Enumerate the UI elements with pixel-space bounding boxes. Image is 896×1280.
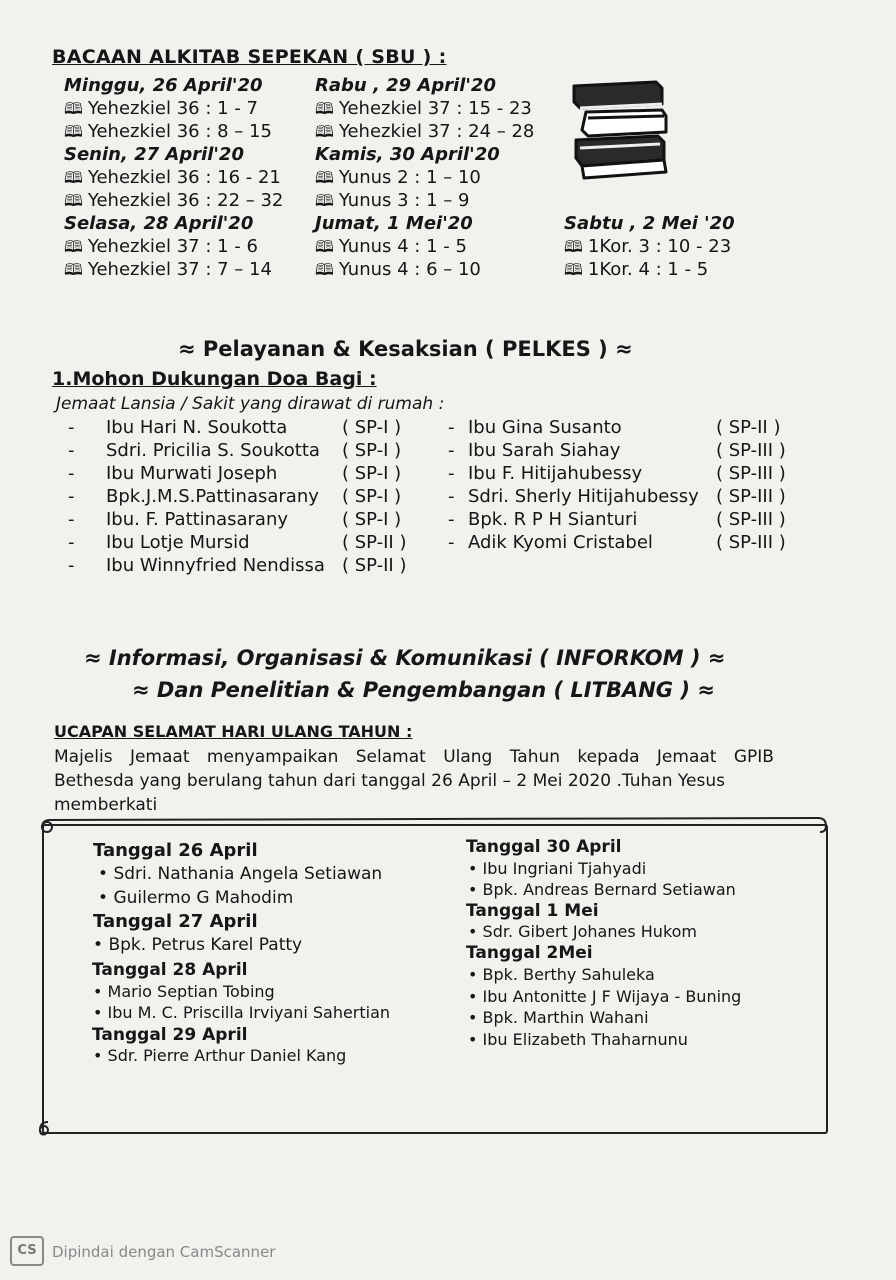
sbu-reading: 🕮 Yehezkiel 37 : 1 - 6 — [64, 236, 258, 257]
birthday-date: Tanggal 30 April — [466, 837, 622, 857]
open-book-icon: 🕮 — [315, 168, 334, 187]
pelkes-heading: ≈ Pelayanan & Kesaksian ( PELKES ) ≈ — [178, 337, 633, 361]
pelkes-note: Jemaat Lansia / Sakit yang dirawat di rumah : — [56, 394, 445, 414]
sbu-reading: 🕮 Yehezkiel 37 : 7 – 14 — [64, 259, 272, 280]
sbu-reading: 🕮 Yehezkiel 37 : 15 - 23 — [315, 98, 532, 119]
birthday-name: • Ibu Antonitte J F Wijaya - Buning — [468, 987, 742, 1006]
sbu-reading: 🕮 1Kor. 3 : 10 - 23 — [564, 236, 732, 257]
birthday-name: • Sdr. Gibert Johanes Hukom — [468, 922, 698, 941]
litbang-heading: ≈ Dan Penelitian & Pengembangan ( LITBANG ) ≈ — [132, 678, 715, 702]
prayer-list-item: - Sdri. Pricilia S. Soukotta — [68, 440, 320, 461]
sbu-day-saturday: Sabtu , 2 Mei '20 — [564, 213, 735, 234]
birthday-name: • Bpk. Berthy Sahuleka — [468, 965, 655, 984]
birthday-name: • Ibu Elizabeth Thaharnunu — [468, 1030, 688, 1049]
inforkom-heading: ≈ Informasi, Organisasi & Komunikasi ( INFORKOM ) ≈ — [84, 646, 726, 670]
sbu-reading: 🕮 Yehezkiel 37 : 24 – 28 — [315, 121, 535, 142]
sbu-day-friday: Jumat, 1 Mei'20 — [315, 213, 473, 234]
open-book-icon: 🕮 — [315, 191, 334, 210]
sbu-day-monday: Senin, 27 April'20 — [64, 144, 244, 165]
pelkes-subheading: 1.Mohon Dukungan Doa Bagi : — [52, 368, 377, 390]
birthday-title: UCAPAN SELAMAT HARI ULANG TAHUN : — [54, 722, 413, 741]
prayer-list-item: - Ibu. F. Pattinasarany — [68, 509, 289, 530]
prayer-list-item: - Adik Kyomi Cristabel — [448, 532, 653, 553]
sector-label: ( SP-I ) — [342, 417, 402, 438]
open-book-icon: 🕮 — [315, 260, 334, 279]
birthday-date: Tanggal 27 April — [93, 911, 258, 932]
camscanner-text: Dipindai dengan CamScanner — [52, 1243, 276, 1261]
sector-label: ( SP-I ) — [342, 440, 402, 461]
sector-label: ( SP-I ) — [342, 486, 402, 507]
birthday-date: Tanggal 1 Mei — [466, 901, 599, 921]
sbu-day-tuesday: Selasa, 28 April'20 — [64, 213, 254, 234]
birthday-date: Tanggal 28 April — [92, 960, 248, 980]
birthday-name: • Ibu M. C. Priscilla Irviyani Sahertian — [93, 1003, 391, 1022]
sector-label: ( SP-III ) — [716, 486, 786, 507]
birthday-name: • Bpk. Andreas Bernard Setiawan — [468, 880, 736, 899]
prayer-list-item: - Ibu Lotje Mursid — [68, 532, 250, 553]
sbu-reading: 🕮 Yehezkiel 36 : 1 - 7 — [64, 98, 258, 119]
prayer-list-item: - Ibu Hari N. Soukotta — [68, 417, 288, 438]
prayer-list-item: - Sdri. Sherly Hitijahubessy — [448, 486, 699, 507]
prayer-list-item: - Ibu Sarah Siahay — [448, 440, 621, 461]
birthday-date: Tanggal 2Mei — [466, 943, 593, 963]
birthday-date: Tanggal 26 April — [93, 840, 258, 861]
open-book-icon: 🕮 — [64, 168, 83, 187]
sector-label: ( SP-III ) — [716, 440, 786, 461]
prayer-list-item: - Ibu Murwati Joseph — [68, 463, 278, 484]
open-book-icon: 🕮 — [64, 237, 83, 256]
book-stack-icon — [566, 78, 672, 184]
sector-label: ( SP-II ) — [716, 417, 781, 438]
birthday-name: • Sdri. Nathania Angela Setiawan — [98, 864, 383, 884]
birthday-name: • Mario Septian Tobing — [93, 982, 275, 1001]
prayer-list-item: - Ibu Winnyfried Nendissa — [68, 555, 325, 576]
sector-label: ( SP-I ) — [342, 509, 402, 530]
birthday-name: • Ibu Ingriani Tjahyadi — [468, 859, 647, 878]
open-book-icon: 🕮 — [64, 191, 83, 210]
open-book-icon: 🕮 — [564, 237, 583, 256]
open-book-icon: 🕮 — [64, 122, 83, 141]
sector-label: ( SP-II ) — [342, 555, 407, 576]
prayer-list-item: - Ibu Gina Susanto — [448, 417, 622, 438]
sbu-reading: 🕮 1Kor. 4 : 1 - 5 — [564, 259, 709, 280]
sbu-reading: 🕮 Yehezkiel 36 : 16 - 21 — [64, 167, 281, 188]
prayer-list-item: - Bpk.J.M.S.Pattinasarany — [68, 486, 319, 507]
birthday-name: • Sdr. Pierre Arthur Daniel Kang — [93, 1046, 347, 1065]
open-book-icon: 🕮 — [64, 99, 83, 118]
sbu-reading: 🕮 Yunus 2 : 1 – 10 — [315, 167, 481, 188]
sector-label: ( SP-I ) — [342, 463, 402, 484]
camscanner-logo: CS — [10, 1236, 44, 1266]
open-book-icon: 🕮 — [315, 99, 334, 118]
sbu-reading: 🕮 Yehezkiel 36 : 8 – 15 — [64, 121, 272, 142]
sector-label: ( SP-III ) — [716, 509, 786, 530]
open-book-icon: 🕮 — [64, 260, 83, 279]
prayer-list-item: - Ibu F. Hitijahubessy — [448, 463, 643, 484]
open-book-icon: 🕮 — [315, 122, 334, 141]
sbu-reading: 🕮 Yunus 4 : 6 – 10 — [315, 259, 481, 280]
sector-label: ( SP-II ) — [342, 532, 407, 553]
birthday-name: • Guilermo G Mahodim — [98, 888, 294, 908]
sbu-day-sunday: Minggu, 26 April'20 — [64, 75, 263, 96]
birthday-paragraph: Majelis Jemaat menyampaikan Selamat Ulang Tahun kepada Jemaat GPIB Bethesda yang berulang tahun dari tanggal 26 April – 2 Mei 2020 .Tuhan Yesus memberkati — [54, 747, 774, 815]
sbu-reading: 🕮 Yehezkiel 36 : 22 – 32 — [64, 190, 284, 211]
sbu-day-thursday: Kamis, 30 April'20 — [315, 144, 500, 165]
sbu-reading: 🕮 Yunus 4 : 1 - 5 — [315, 236, 467, 257]
open-book-icon: 🕮 — [564, 260, 583, 279]
birthday-date: Tanggal 29 April — [92, 1025, 248, 1045]
birthday-name: • Bpk. Petrus Karel Patty — [93, 935, 303, 955]
sbu-reading: 🕮 Yunus 3 : 1 – 9 — [315, 190, 470, 211]
open-book-icon: 🕮 — [315, 237, 334, 256]
prayer-list-item: - Bpk. R P H Sianturi — [448, 509, 638, 530]
sbu-title: BACAAN ALKITAB SEPEKAN ( SBU ) : — [52, 46, 447, 68]
birthday-name: • Bpk. Marthin Wahani — [468, 1008, 649, 1027]
sector-label: ( SP-III ) — [716, 532, 786, 553]
sector-label: ( SP-III ) — [716, 463, 786, 484]
sbu-day-wednesday: Rabu , 29 April'20 — [315, 75, 496, 96]
